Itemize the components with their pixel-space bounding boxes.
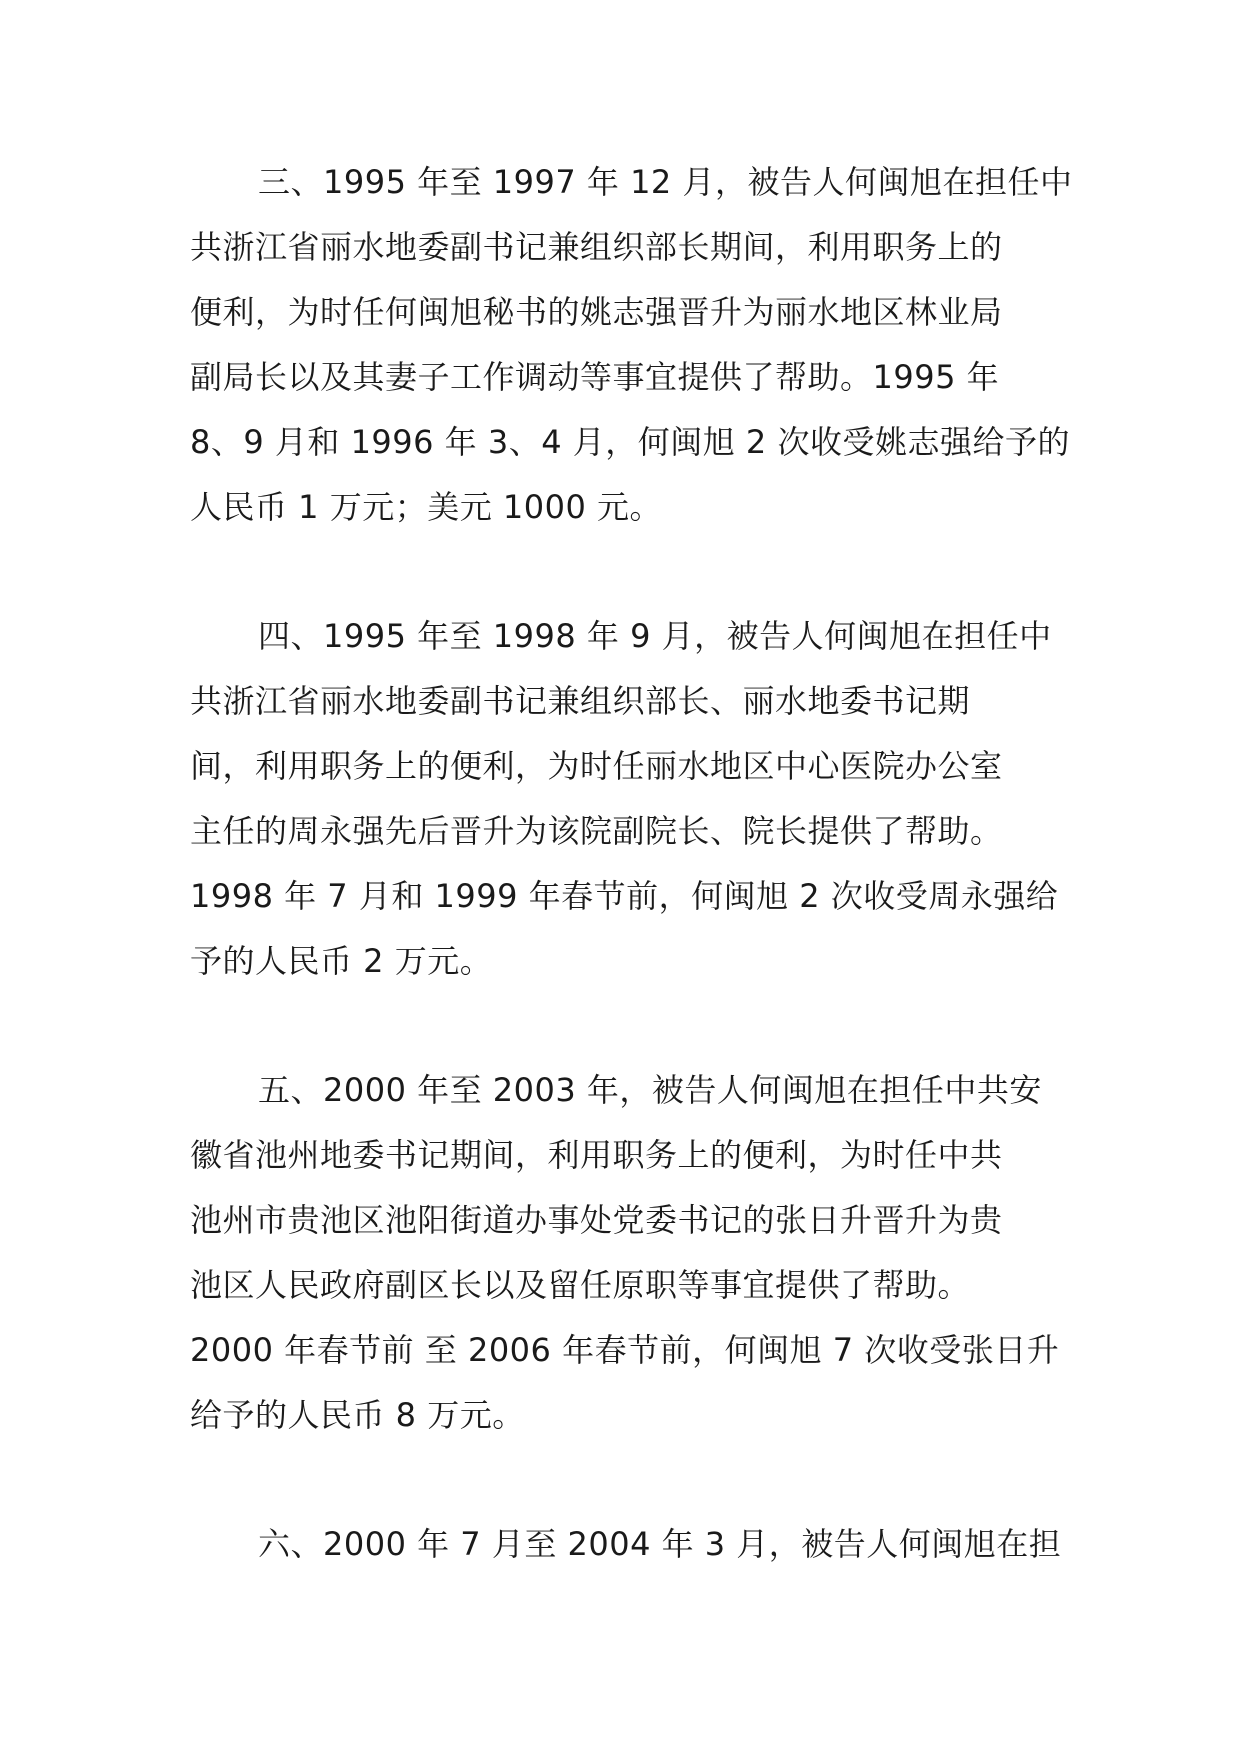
paragraph-3 (190, 150, 1073, 540)
text-line: 副局长以及其妻子工作调动等事宜提供了帮助。1995 年 (190, 358, 1000, 396)
text-line: 主任的周永强先后晋升为该院副院长、院长提供了帮助。 (190, 812, 1003, 850)
paragraph-4 (190, 604, 1060, 994)
document-body (190, 150, 1073, 1641)
text-line: 间，利用职务上的便利，为时任丽水地区中心医院办公室 (190, 747, 1003, 785)
text-line: 人民币 1 万元；美元 1000 元。 (190, 488, 662, 526)
text-line: 四、1995 年至 1998 年 9 月，被告人何闽旭在担任中 (258, 617, 1052, 655)
text-line: 便利，为时任何闽旭秘书的姚志强晋升为丽水地区林业局 (190, 293, 1003, 331)
text-line: 池州市贵池区池阳街道办事处党委书记的张日升晋升为贵 (190, 1201, 1003, 1239)
text-line: 五、2000 年至 2003 年，被告人何闽旭在担任中共安 (258, 1071, 1042, 1109)
text-line: 2000 年春节前 至 2006 年春节前，何闽旭 7 次收受张日升 (190, 1331, 1060, 1369)
text-line: 徽省池州地委书记期间，利用职务上的便利，为时任中共 (190, 1136, 1003, 1174)
paragraph-5 (190, 1058, 1060, 1448)
text-line: 共浙江省丽水地委副书记兼组织部长期间，利用职务上的 (190, 228, 1003, 266)
text-line: 1998 年 7 月和 1999 年春节前，何闽旭 2 次收受周永强给 (190, 877, 1059, 915)
text-line: 共浙江省丽水地委副书记兼组织部长、丽水地委书记期 (190, 682, 971, 720)
text-line: 六、2000 年 7 月至 2004 年 3 月，被告人何闽旭在担 (258, 1525, 1062, 1563)
text-line: 给予的人民币 8 万元。 (190, 1396, 525, 1434)
text-line: 8、9 月和 1996 年 3、4 月，何闽旭 2 次收受姚志强给予的 (190, 423, 1070, 461)
text-line: 予的人民币 2 万元。 (190, 942, 493, 980)
paragraph-6 (190, 1512, 1060, 1577)
text-line: 三、1995 年至 1997 年 12 月，被告人何闽旭在担任中 (258, 163, 1073, 201)
text-line: 池区人民政府副区长以及留任原职等事宜提供了帮助。 (190, 1266, 971, 1304)
